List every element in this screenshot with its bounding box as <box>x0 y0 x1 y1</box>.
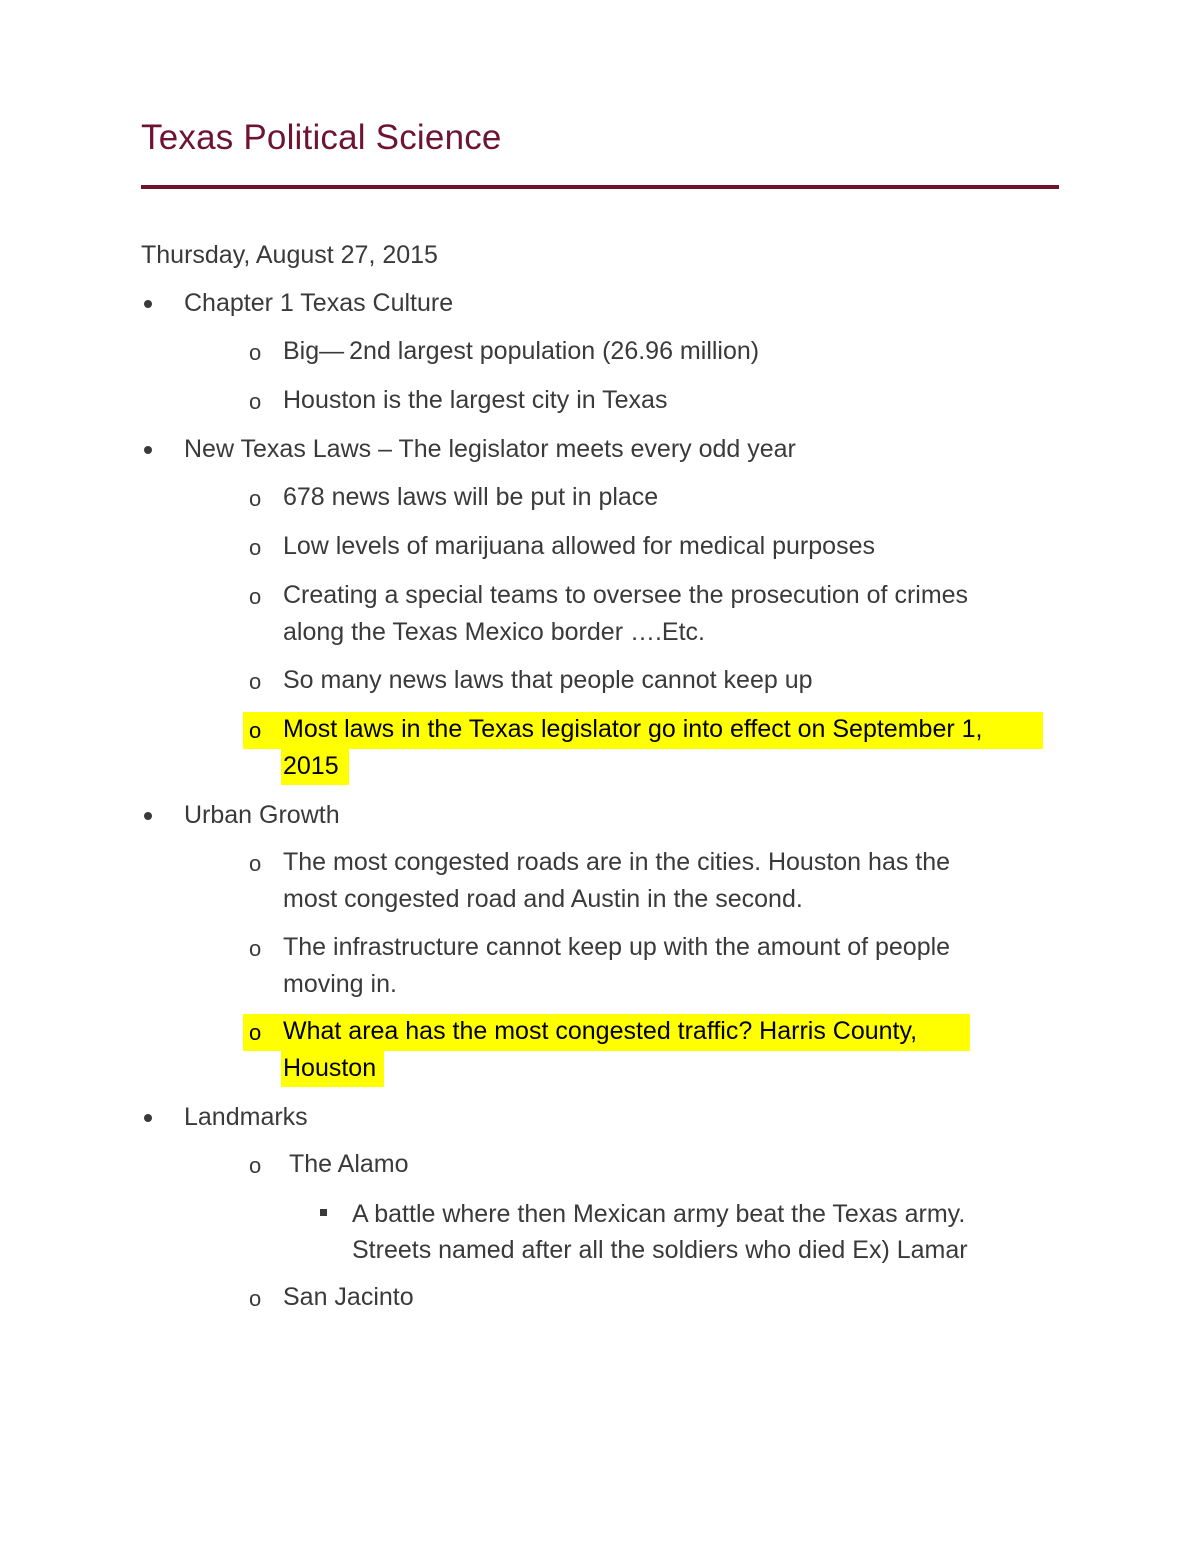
bullet-circle-icon: o <box>249 1153 262 1178</box>
bullet-circle-icon: o <box>249 718 262 743</box>
list-item-line: The infrastructure cannot keep up with the amount of people <box>283 933 951 961</box>
list-item: 678 news laws will be put in place <box>283 483 659 511</box>
bullet-circle-icon: o <box>249 389 262 414</box>
section-heading: Chapter 1 Texas Culture <box>184 289 454 317</box>
bullet-circle-icon: o <box>249 1020 262 1045</box>
highlighted-item-line: Most laws in the Texas legislator go into effect on September 1, <box>283 715 983 743</box>
bullet-circle-icon: o <box>249 535 262 560</box>
sub-item-line: A battle where then Mexican army beat the Texas army. <box>352 1200 966 1228</box>
document-title: Texas Political Science <box>141 118 502 157</box>
bullet-square-icon <box>320 1209 327 1216</box>
note-date: Thursday, August 27, 2015 <box>141 241 438 269</box>
bullet-circle-icon: o <box>249 1286 262 1311</box>
bullet-circle-icon: o <box>249 936 262 961</box>
sub-item-line: Streets named after all the soldiers who died Ex) Lamar <box>352 1236 968 1264</box>
section-heading: Landmarks <box>184 1103 308 1131</box>
bullet-circle-icon: o <box>249 851 262 876</box>
bullet-circle-icon: o <box>249 584 262 609</box>
title-divider <box>141 185 1059 189</box>
highlighted-item-line: 2015 <box>283 752 339 780</box>
section-heading: Urban Growth <box>184 801 340 829</box>
bullet-disc-icon <box>144 1114 152 1122</box>
list-item: Low levels of marijuana allowed for medical purposes <box>283 532 875 560</box>
bullet-circle-icon: o <box>249 340 262 365</box>
list-item-line: along the Texas Mexico border ….Etc. <box>283 618 705 646</box>
section-heading: New Texas Laws – The legislator meets every odd year <box>184 435 796 463</box>
list-item-line: moving in. <box>283 970 397 998</box>
list-item-line: most congested road and Austin in the second. <box>283 885 803 913</box>
highlighted-item-line: What area has the most congested traffic? Harris County, <box>283 1017 918 1045</box>
list-item: Big— 2nd largest population (26.96 million) <box>283 337 760 365</box>
list-item-line: Creating a special teams to oversee the prosecution of crimes <box>283 581 969 609</box>
highlighted-item-line: Houston <box>283 1054 377 1082</box>
bullet-circle-icon: o <box>249 669 262 694</box>
list-item: The Alamo <box>289 1150 409 1178</box>
bullet-disc-icon <box>144 300 152 308</box>
bullet-circle-icon: o <box>249 486 262 511</box>
list-item: Houston is the largest city in Texas <box>283 386 668 414</box>
list-item-line: The most congested roads are in the cities. Houston has the <box>283 848 951 876</box>
bullet-disc-icon <box>144 812 152 820</box>
list-item: San Jacinto <box>283 1283 414 1311</box>
list-item: So many news laws that people cannot keep up <box>283 666 813 694</box>
bullet-disc-icon <box>144 446 152 454</box>
